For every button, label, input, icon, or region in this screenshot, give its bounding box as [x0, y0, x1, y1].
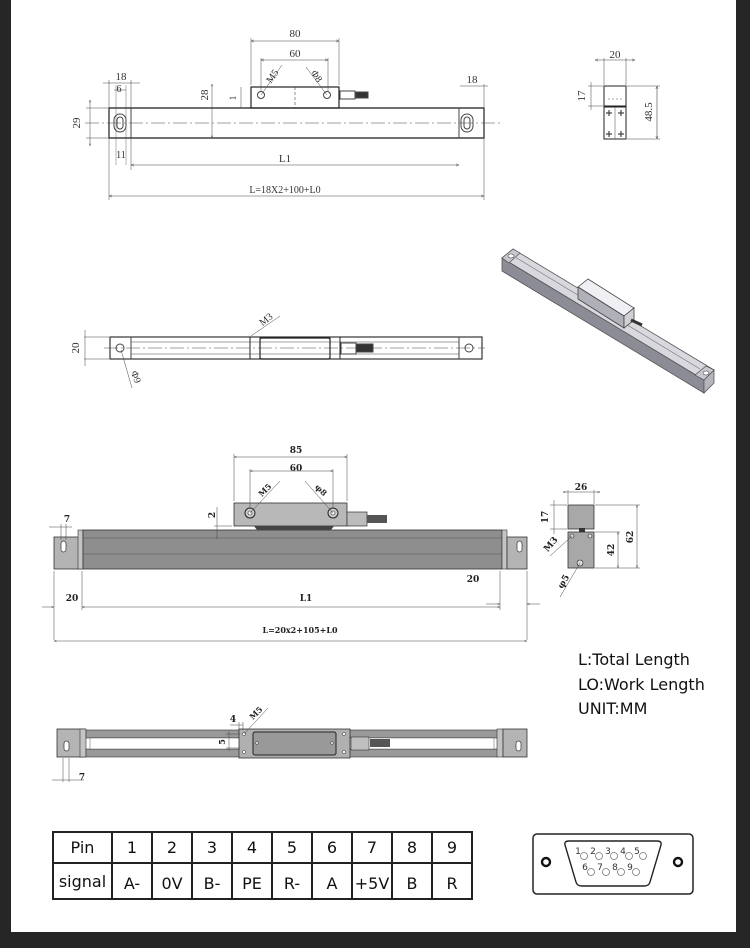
signal-row: [53, 863, 472, 899]
svg-text:48.5: 48.5: [643, 102, 655, 122]
signal-cell: R: [432, 863, 472, 899]
scale-side-view-1: [84, 316, 485, 388]
svg-text:5: 5: [217, 739, 227, 745]
scale-top-view-1-labels: [71, 28, 478, 196]
svg-text:3: 3: [605, 847, 611, 857]
pin-cell: 4: [232, 832, 272, 863]
db9-connector: [533, 834, 693, 894]
scale-front-view-2: [42, 454, 540, 641]
svg-text:L=20x2+105+L0: L=20x2+105+L0: [262, 625, 338, 635]
svg-text:M3: M3: [542, 535, 561, 555]
scale-end-view-1: [588, 58, 660, 139]
svg-text:L=18X2+100+L0: L=18X2+100+L0: [249, 185, 321, 196]
signal-header: signal: [53, 863, 112, 899]
svg-text:8: 8: [612, 863, 618, 873]
signal-cell: A: [312, 863, 352, 899]
signal-cell: PE: [232, 863, 272, 899]
svg-text:4: 4: [620, 847, 626, 857]
pin-cell: 5: [272, 832, 312, 863]
svg-text:20: 20: [609, 49, 621, 61]
svg-text:60: 60: [289, 48, 301, 60]
svg-text:M5: M5: [247, 704, 265, 722]
svg-text:6: 6: [116, 84, 122, 95]
signal-cell: B-: [192, 863, 232, 899]
svg-text:11: 11: [116, 150, 126, 161]
signal-cell: 0V: [152, 863, 192, 899]
svg-text:9: 9: [627, 863, 633, 873]
svg-text:Φ9: Φ9: [128, 369, 143, 385]
svg-text:20: 20: [466, 575, 480, 585]
scale-top-view-2: [52, 708, 527, 782]
pin-cell: 6: [312, 832, 352, 863]
legend-unit: UNIT:MM: [578, 699, 648, 718]
pin-cell: 7: [352, 832, 392, 863]
svg-text:17: 17: [541, 510, 551, 524]
pin-cell: 1: [112, 832, 152, 863]
svg-text:1: 1: [575, 847, 581, 857]
svg-text:20: 20: [65, 594, 79, 604]
svg-text:26: 26: [574, 483, 588, 493]
signal-cell: B: [392, 863, 432, 899]
pin-cell: 2: [152, 832, 192, 863]
pin-cell: 3: [192, 832, 232, 863]
svg-text:42: 42: [607, 543, 617, 557]
svg-text:29: 29: [71, 117, 83, 129]
signal-cell: R-: [272, 863, 312, 899]
scale-isometric-render: [502, 249, 714, 393]
svg-text:18: 18: [466, 74, 478, 86]
scale-top-view-1: [85, 38, 500, 200]
svg-text:85: 85: [289, 446, 303, 456]
svg-text:6: 6: [582, 863, 588, 873]
svg-text:18: 18: [115, 71, 127, 83]
svg-text:2: 2: [590, 847, 596, 857]
svg-text:17: 17: [576, 90, 588, 102]
signal-cell: +5V: [352, 863, 392, 899]
svg-text:7: 7: [597, 863, 603, 873]
svg-text:80: 80: [289, 28, 301, 40]
pin-cell: 8: [392, 832, 432, 863]
svg-text:28: 28: [199, 89, 211, 101]
legend-work-length: LO:Work Length: [578, 674, 705, 694]
legend-total-length: L:Total Length: [578, 650, 690, 669]
svg-text:4: 4: [229, 715, 237, 725]
scale-end-view-1-labels: [576, 49, 655, 122]
svg-text:φ5: φ5: [556, 573, 573, 591]
svg-text:M5: M5: [256, 481, 274, 499]
legend: [578, 648, 705, 722]
svg-text:Φ8: Φ8: [308, 68, 325, 85]
pin-signal-table: [52, 831, 473, 900]
pin-cell: 9: [432, 832, 472, 863]
svg-text:7: 7: [63, 515, 71, 525]
svg-text:L1: L1: [278, 153, 292, 165]
pin-row: [53, 832, 472, 863]
svg-text:1: 1: [228, 95, 238, 101]
svg-text:φ8: φ8: [313, 481, 330, 498]
svg-text:7: 7: [78, 773, 86, 783]
signal-cell: A-: [112, 863, 152, 899]
svg-text:M5: M5: [264, 67, 282, 86]
svg-text:60: 60: [289, 464, 303, 474]
svg-text:5: 5: [634, 847, 640, 857]
svg-text:20: 20: [70, 342, 82, 354]
svg-text:2: 2: [208, 511, 218, 519]
pin-header: Pin: [53, 832, 112, 863]
svg-text:62: 62: [626, 530, 636, 544]
svg-text:M3: M3: [257, 311, 276, 329]
svg-text:L1: L1: [299, 594, 313, 604]
